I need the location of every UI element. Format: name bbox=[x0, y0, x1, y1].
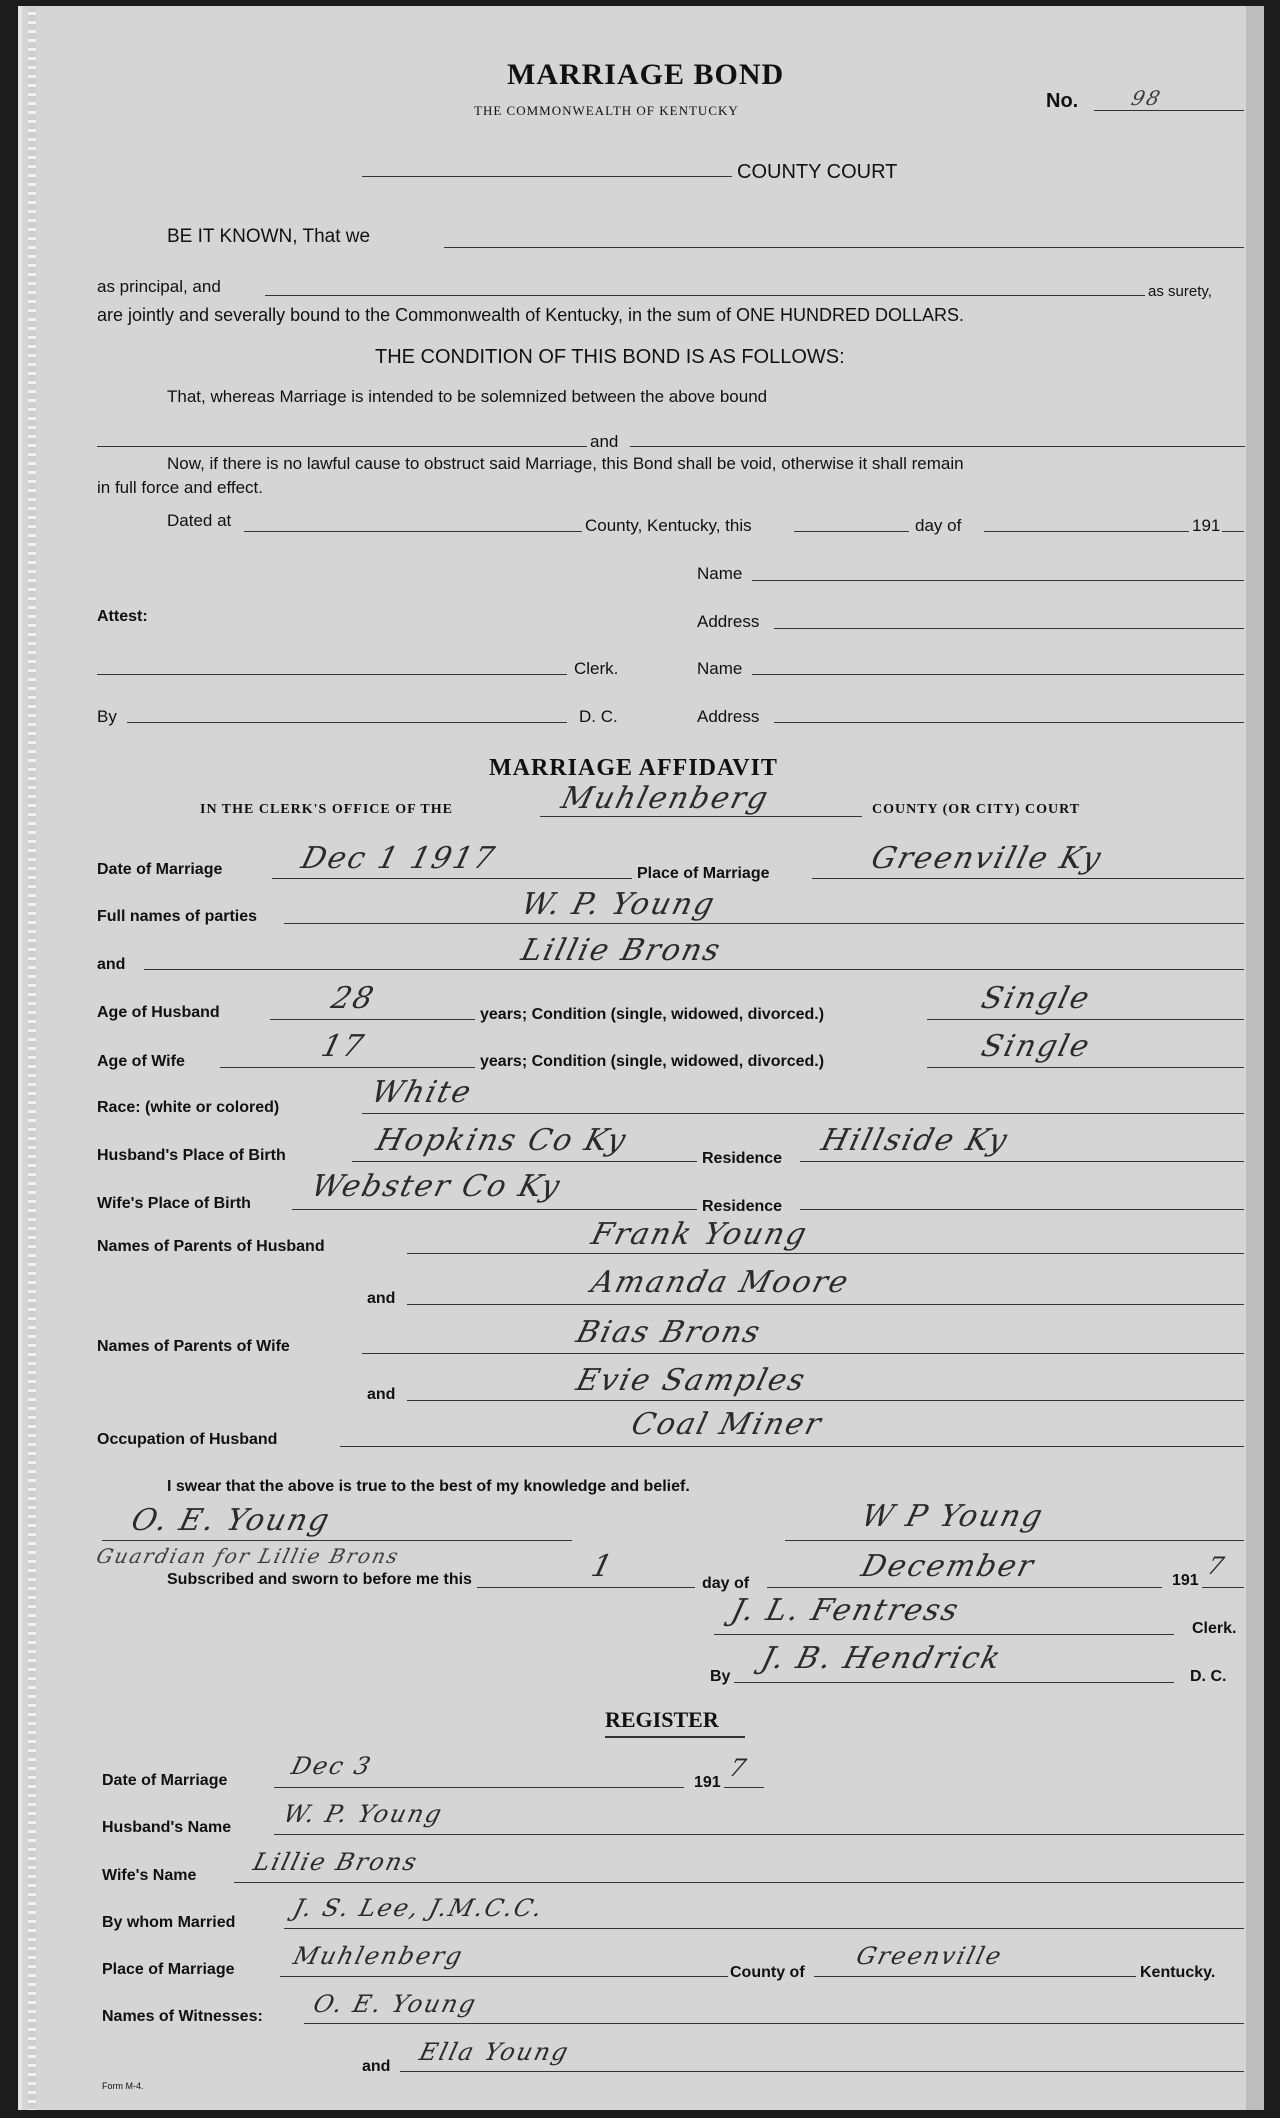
parent-husband-1: Frank Young bbox=[587, 1217, 812, 1252]
parents-wife-label: Names of Parents of Wife bbox=[97, 1338, 290, 1355]
register-county-of: County of bbox=[730, 1964, 805, 1981]
year-line bbox=[1222, 531, 1244, 532]
affidavit-dc: D. C. bbox=[1190, 1668, 1227, 1685]
register-date-value: Dec 3 bbox=[288, 1752, 376, 1780]
register-by-whom-line bbox=[284, 1928, 1244, 1929]
parent-wife-2-line bbox=[407, 1400, 1244, 1401]
condition-husband-line bbox=[927, 1019, 1244, 1020]
principal-name-label: Name bbox=[697, 659, 743, 678]
register-kentucky: Kentucky. bbox=[1140, 1964, 1216, 1981]
clerk-signature-line bbox=[714, 1634, 1174, 1635]
age-husband-label: Age of Husband bbox=[97, 1004, 220, 1021]
parent-wife-1: Bias Brons bbox=[572, 1315, 766, 1350]
register-wife-label: Wife's Name bbox=[102, 1867, 197, 1884]
party1-name: W. P. Young bbox=[517, 887, 720, 922]
principal-name-line bbox=[444, 247, 1244, 248]
as-principal: as principal, and bbox=[97, 277, 221, 296]
county-court-line bbox=[362, 176, 732, 177]
principal-address-field bbox=[774, 722, 1244, 723]
deputy-clerk-signature: J. B. Hendrick bbox=[757, 1641, 1006, 1676]
attest-clerk-line bbox=[97, 674, 567, 675]
clerk-signature: J. L. Fentress bbox=[727, 1593, 964, 1628]
attest-dc: D. C. bbox=[579, 707, 618, 726]
day-of: day of bbox=[915, 516, 962, 535]
register-by-whom-value: J. S. Lee, J.M.C.C. bbox=[290, 1894, 547, 1922]
surety-address-field bbox=[774, 628, 1244, 629]
husband-birth-value: Hopkins Co Ky bbox=[372, 1123, 631, 1158]
register-husband-line bbox=[274, 1834, 1244, 1835]
condition-wife-line bbox=[927, 1067, 1244, 1068]
principal-address-label: Address bbox=[697, 707, 760, 726]
register-by-whom-label: By whom Married bbox=[102, 1914, 236, 1931]
parent-husband-1-line bbox=[407, 1253, 1244, 1254]
sworn-day: 1 bbox=[587, 1549, 618, 1584]
age-husband-value: 28 bbox=[327, 981, 379, 1016]
date-of-marriage-label: Date of Marriage bbox=[97, 861, 223, 878]
wife-birth-line bbox=[292, 1209, 697, 1210]
register-place-label: Place of Marriage bbox=[102, 1961, 235, 1978]
affidavit-county: Muhlenberg bbox=[557, 781, 774, 816]
sworn-day-of: day of bbox=[702, 1575, 750, 1592]
sworn-year-prefix: 191 bbox=[1172, 1572, 1199, 1589]
as-surety: as surety, bbox=[1148, 283, 1212, 300]
parent-husband-2-line bbox=[407, 1304, 1244, 1305]
guardian-signature-line bbox=[102, 1540, 572, 1541]
affidavit-by: By bbox=[710, 1668, 731, 1685]
register-county-value: Greenville bbox=[853, 1942, 1006, 1970]
register-wife-value: Lillie Brons bbox=[250, 1848, 422, 1876]
sworn-month: December bbox=[857, 1549, 1039, 1584]
attest-clerk: Clerk. bbox=[574, 659, 619, 678]
place-of-marriage-value: Greenville Ky bbox=[867, 841, 1107, 876]
affidavit-county-line bbox=[540, 816, 862, 817]
whereas: That, whereas Marriage is intended to be solemnized between the above bound bbox=[167, 387, 768, 406]
parties-and: and bbox=[97, 956, 126, 973]
parents-husband-and: and bbox=[367, 1290, 396, 1307]
age-wife-value: 17 bbox=[317, 1029, 369, 1064]
day-line bbox=[794, 531, 909, 532]
age-wife-line bbox=[220, 1067, 475, 1068]
date-of-marriage-line bbox=[272, 878, 632, 879]
age-wife-label: Age of Wife bbox=[97, 1053, 185, 1070]
race-line bbox=[362, 1113, 1244, 1114]
binding-edge bbox=[28, 6, 36, 2110]
register-title: REGISTER bbox=[605, 1707, 719, 1732]
county-or-city-court: COUNTY (OR CITY) COURT bbox=[872, 802, 1081, 817]
bond-county-court: COUNTY COURT bbox=[737, 161, 898, 183]
surety-name-field bbox=[752, 580, 1244, 581]
register-year-suffix: 7 bbox=[726, 1754, 751, 1782]
parent-wife-1-line bbox=[362, 1353, 1244, 1354]
sworn-month-line bbox=[767, 1587, 1162, 1588]
register-year-line bbox=[724, 1787, 764, 1788]
bond-subtitle: THE COMMONWEALTH OF KENTUCKY bbox=[474, 103, 739, 118]
full-names-label: Full names of parties bbox=[97, 908, 258, 925]
occupation-label: Occupation of Husband bbox=[97, 1431, 278, 1448]
jointly-bound: are jointly and severally bound to the Commonwealth of Kentucky, in the sum of ONE HUNDRED DOLLARS. bbox=[97, 305, 965, 325]
county-kentucky: County, Kentucky, this bbox=[585, 516, 752, 535]
register-year-prefix: 191 bbox=[694, 1774, 721, 1791]
parent-husband-2: Amanda Moore bbox=[587, 1265, 854, 1300]
wife-birth-value: Webster Co Ky bbox=[307, 1169, 565, 1204]
sworn-day-line bbox=[477, 1587, 695, 1588]
bond-title: MARRIAGE BOND bbox=[507, 58, 785, 91]
page-edge-shadow bbox=[1246, 6, 1264, 2110]
surety-address-label: Address bbox=[697, 612, 760, 631]
age-husband-line bbox=[270, 1019, 475, 1020]
register-place-value: Muhlenberg bbox=[290, 1942, 467, 1970]
register-husband-label: Husband's Name bbox=[102, 1819, 232, 1836]
party2-name: Lillie Brons bbox=[517, 933, 726, 968]
wife-residence-label: Residence bbox=[702, 1198, 783, 1215]
register-husband-value: W. P. Young bbox=[280, 1800, 447, 1828]
affidavit-clerk: Clerk. bbox=[1192, 1620, 1237, 1637]
register-date-label: Date of Marriage bbox=[102, 1772, 228, 1789]
occupation-value: Coal Miner bbox=[627, 1407, 827, 1442]
parent-wife-2: Evie Samples bbox=[572, 1363, 811, 1398]
bond-and: and bbox=[590, 432, 619, 451]
clerks-office: IN THE CLERK'S OFFICE OF THE bbox=[200, 802, 453, 817]
subscribed-sworn: Subscribed and sworn to before me this bbox=[167, 1571, 472, 1588]
place-of-marriage-label: Place of Marriage bbox=[637, 865, 770, 882]
marriage-document bbox=[18, 6, 1264, 2110]
surety-name-line bbox=[265, 295, 1145, 296]
register-witnesses-label: Names of Witnesses: bbox=[102, 2008, 263, 2025]
affiant-signature-line bbox=[785, 1540, 1244, 1541]
dated-at-line bbox=[244, 531, 582, 532]
month-line bbox=[984, 531, 1189, 532]
register-date-line bbox=[274, 1787, 684, 1788]
husband-birth-label: Husband's Place of Birth bbox=[97, 1147, 286, 1164]
place-of-marriage-line bbox=[812, 878, 1244, 879]
bond-number-line bbox=[1094, 110, 1244, 111]
race-value: White bbox=[367, 1075, 477, 1110]
parents-wife-and: and bbox=[367, 1386, 396, 1403]
wife-residence-line bbox=[800, 1209, 1244, 1210]
condition-husband-value: Single bbox=[977, 981, 1095, 1016]
husband-residence-line bbox=[800, 1161, 1244, 1162]
bond-number-label: No. bbox=[1046, 90, 1079, 112]
affidavit-title: MARRIAGE AFFIDAVIT bbox=[489, 755, 778, 781]
years-condition-wife: years; Condition (single, widowed, divorced.) bbox=[480, 1053, 825, 1070]
years-condition-husband: years; Condition (single, widowed, divorced.) bbox=[480, 1006, 825, 1023]
sworn-year-line bbox=[1202, 1587, 1244, 1588]
attest-dc-line bbox=[127, 722, 567, 723]
date-of-marriage-value: Dec 1 1917 bbox=[297, 841, 500, 876]
parents-husband-label: Names of Parents of Husband bbox=[97, 1238, 325, 1255]
guardian-signature: O. E. Young bbox=[127, 1503, 335, 1538]
deputy-clerk-line bbox=[734, 1682, 1174, 1683]
bond-number-value: 98 bbox=[1129, 86, 1165, 110]
condition-heading: THE CONDITION OF THIS BOND IS AS FOLLOWS: bbox=[375, 346, 845, 368]
bound-party1-line bbox=[97, 446, 587, 447]
dated-at: Dated at bbox=[167, 511, 232, 530]
now-clause-end: in full force and effect. bbox=[97, 478, 264, 497]
husband-residence-value: Hillside Ky bbox=[817, 1123, 1013, 1158]
swear-statement: I swear that the above is true to the best of my knowledge and belief. bbox=[167, 1478, 690, 1495]
party1-line bbox=[284, 923, 1244, 924]
attest-label: Attest: bbox=[97, 608, 148, 625]
form-id: Form M-4. bbox=[102, 2081, 144, 2091]
register-title-underline bbox=[605, 1736, 745, 1738]
witnesses-and: and bbox=[362, 2058, 391, 2075]
wife-birth-label: Wife's Place of Birth bbox=[97, 1195, 251, 1212]
guardian-note: Guardian for Lillie Brons bbox=[94, 1544, 403, 1568]
condition-wife-value: Single bbox=[977, 1029, 1095, 1064]
sworn-year-suffix: 7 bbox=[1204, 1552, 1229, 1580]
party2-line bbox=[144, 969, 1244, 970]
be-it-known: BE IT KNOWN, That we bbox=[167, 226, 371, 247]
now-clause: Now, if there is no lawful cause to obstruct said Marriage, this Bond shall be void, otherwise it shall remain bbox=[167, 454, 964, 473]
witness2-line bbox=[400, 2071, 1244, 2072]
husband-birth-line bbox=[352, 1161, 697, 1162]
bound-party2-line bbox=[630, 446, 1245, 447]
husband-residence-label: Residence bbox=[702, 1150, 783, 1167]
register-wife-line bbox=[234, 1882, 1244, 1883]
affiant-signature: W P Young bbox=[857, 1499, 1048, 1534]
witness1-value: O. E. Young bbox=[310, 1990, 481, 2018]
register-county-line bbox=[814, 1976, 1136, 1977]
surety-name-label: Name bbox=[697, 564, 743, 583]
year-prefix: 191 bbox=[1192, 516, 1221, 535]
occupation-line bbox=[340, 1446, 1244, 1447]
race-label: Race: (white or colored) bbox=[97, 1099, 280, 1116]
witness1-line bbox=[304, 2023, 1244, 2024]
witness2-value: Ella Young bbox=[416, 2038, 573, 2066]
register-place-line bbox=[280, 1976, 728, 1977]
principal-name-field bbox=[752, 674, 1244, 675]
attest-by: By bbox=[97, 707, 117, 726]
